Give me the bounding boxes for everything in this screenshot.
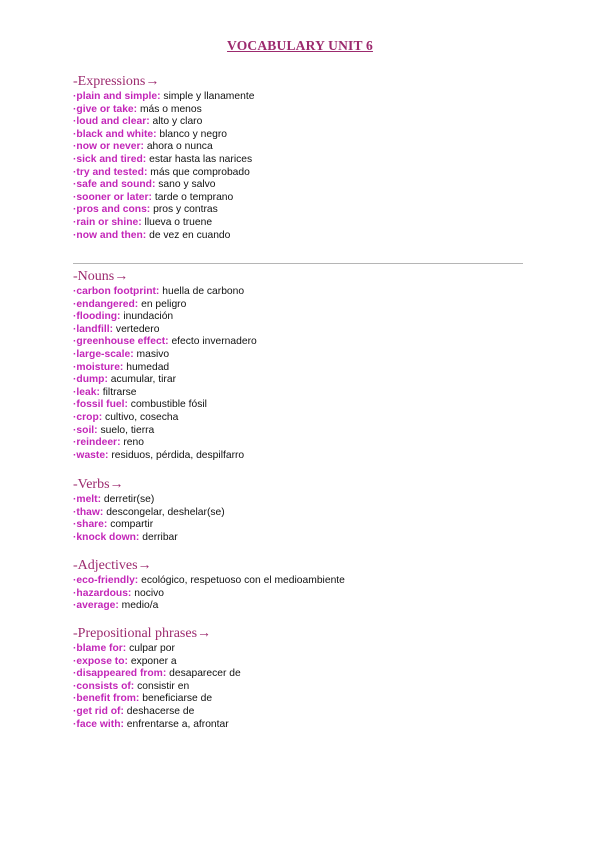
vocab-definition: suelo, tierra: [100, 424, 155, 436]
vocab-term: ·fossil fuel:: [73, 399, 128, 411]
vocab-definition: beneficiarse de: [142, 693, 213, 705]
vocab-term: ·dump:: [73, 374, 108, 386]
section-heading: -Expressions→: [73, 74, 160, 89]
vocab-definition: de vez en cuando: [149, 229, 231, 241]
vocab-entry: [73, 719, 533, 732]
vocab-term: ·safe and sound:: [73, 179, 156, 191]
vocab-term: ·flooding:: [73, 311, 121, 323]
page-title: VOCABULARY UNIT 6: [227, 38, 373, 53]
section-expressions: [73, 73, 533, 242]
vocab-term: ·reindeer:: [73, 437, 121, 449]
vocab-entry: [73, 507, 533, 520]
vocab-definition: huella de carbono: [162, 286, 245, 297]
vocab-term: ·leak:: [73, 386, 100, 398]
entry-list: [73, 643, 533, 731]
vocab-entry: [73, 311, 533, 324]
vocab-definition: blanco y negro: [159, 128, 227, 140]
vocab-definition: estar hasta las narices: [149, 153, 253, 165]
vocab-entry: [73, 412, 533, 425]
vocab-entry: [73, 349, 533, 362]
vocab-entry: [73, 399, 533, 412]
vocab-definition: pros y contras: [153, 204, 218, 216]
vocab-definition: acumular, tirar: [110, 374, 177, 386]
vocab-term: ·plain and simple:: [73, 91, 161, 102]
vocab-entry: [73, 230, 533, 243]
vocab-definition: ahora o nunca: [146, 141, 213, 153]
vocab-definition: enfrentarse a, afrontar: [126, 718, 229, 730]
vocab-definition: sano y salvo: [158, 179, 216, 191]
vocab-entry: [73, 494, 533, 507]
entry-list: [73, 494, 533, 544]
vocab-term: ·sick and tired:: [73, 153, 147, 165]
vocab-term: ·crop:: [73, 411, 103, 423]
vocab-definition: cultivo, cosecha: [105, 411, 179, 423]
vocab-entry: [73, 192, 533, 205]
vocab-definition: tarde o temprano: [154, 191, 234, 203]
vocab-definition: humedad: [126, 361, 170, 373]
vocab-definition: vertedero: [115, 323, 160, 335]
vocab-definition: derretir(se): [103, 494, 155, 505]
section-verbs: [73, 476, 533, 544]
vocab-definition: medio/a: [121, 600, 159, 612]
vocab-entry: [73, 532, 533, 545]
vocab-definition: reno: [123, 437, 144, 449]
vocab-term: ·black and white:: [73, 128, 157, 140]
vocab-entry: [73, 299, 533, 312]
vocab-term: ·now and then:: [73, 229, 147, 241]
vocab-entry: [73, 324, 533, 337]
vocab-definition: culpar por: [129, 643, 175, 654]
vocab-entry: [73, 286, 533, 299]
vocab-definition: compartir: [110, 519, 154, 531]
vocab-term: ·eco-friendly:: [73, 575, 139, 586]
vocab-term: ·soil:: [73, 424, 98, 436]
vocab-definition: consistir en: [137, 680, 190, 692]
vocab-definition: combustible fósil: [130, 399, 207, 411]
vocab-definition: inundación: [123, 311, 174, 323]
vocab-term: ·endangered:: [73, 298, 139, 310]
vocab-term: ·consists of:: [73, 680, 135, 692]
vocab-definition: masivo: [136, 348, 170, 360]
vocab-definition: deshacerse de: [126, 705, 195, 717]
vocab-entry: [73, 204, 533, 217]
vocab-term: ·average:: [73, 600, 119, 612]
vocab-entry: [73, 668, 533, 681]
vocab-term: ·pros and cons:: [73, 204, 151, 216]
vocab-term: ·hazardous:: [73, 587, 132, 599]
vocab-definition: alto y claro: [152, 116, 203, 128]
vocab-entry: [73, 336, 533, 349]
vocab-term: ·give or take:: [73, 103, 138, 115]
vocab-term: ·share:: [73, 519, 108, 531]
vocab-definition: filtrarse: [102, 386, 137, 398]
vocab-entry: [73, 706, 533, 719]
section-heading: -Prepositional phrases→: [73, 626, 212, 641]
vocab-term: ·rain or shine:: [73, 216, 142, 228]
section-heading: -Nouns→: [73, 269, 129, 284]
vocab-definition: exponer a: [130, 655, 177, 667]
vocab-entry: [73, 129, 533, 142]
vocab-term: ·thaw:: [73, 506, 104, 518]
vocab-definition: llueva o truene: [144, 216, 213, 228]
divider-line: [73, 263, 523, 264]
vocab-entry: [73, 179, 533, 192]
vocab-entry: [73, 104, 533, 117]
vocab-term: ·melt:: [73, 494, 102, 505]
vocab-definition: residuos, pérdida, despilfarro: [111, 449, 245, 461]
vocab-definition: nocivo: [134, 587, 164, 599]
vocab-term: ·greenhouse effect:: [73, 336, 169, 348]
vocab-definition: ecológico, respetuoso con el medioambiente: [141, 575, 345, 586]
section-heading: -Verbs→: [73, 477, 124, 492]
vocab-entry: [73, 425, 533, 438]
vocab-term: ·face with:: [73, 718, 124, 730]
vocab-entry: [73, 643, 533, 656]
section-prepositional-phrases: [73, 625, 533, 731]
vocab-term: ·landfill:: [73, 323, 114, 335]
vocab-entry: [73, 141, 533, 154]
vocab-entry: [73, 387, 533, 400]
section-nouns: [73, 268, 533, 462]
vocab-term: ·moisture:: [73, 361, 124, 373]
vocab-entry: [73, 374, 533, 387]
vocab-term: ·knock down:: [73, 531, 140, 543]
section-adjectives: [73, 557, 533, 613]
vocab-entry: [73, 154, 533, 167]
vocab-entry: [73, 362, 533, 375]
vocab-entry: [73, 450, 533, 463]
vocab-term: ·now or never:: [73, 141, 144, 153]
vocab-entry: [73, 519, 533, 532]
vocab-term: ·large-scale:: [73, 348, 134, 360]
vocab-entry: [73, 217, 533, 230]
vocab-term: ·waste:: [73, 449, 109, 461]
vocab-term: ·blame for:: [73, 643, 127, 654]
section-heading: -Adjectives→: [73, 558, 152, 573]
vocab-term: ·carbon footprint:: [73, 286, 160, 297]
vocab-definition: desaparecer de: [169, 668, 241, 680]
vocab-definition: derribar: [142, 531, 178, 543]
vocab-entry: [73, 91, 533, 104]
vocab-entry: [73, 656, 533, 669]
vocab-entry: [73, 588, 533, 601]
vocab-entry: [73, 437, 533, 450]
vocab-term: ·try and tested:: [73, 166, 148, 178]
vocab-definition: simple y llanamente: [163, 91, 255, 102]
vocab-definition: efecto invernadero: [171, 336, 257, 348]
vocab-term: ·get rid of:: [73, 705, 124, 717]
vocab-term: ·disappeared from:: [73, 668, 167, 680]
vocab-entry: [73, 116, 533, 129]
entry-list: [73, 575, 533, 613]
vocab-definition: en peligro: [141, 298, 187, 310]
vocab-term: ·sooner or later:: [73, 191, 152, 203]
vocab-definition: descongelar, deshelar(se): [106, 506, 225, 518]
vocab-entry: [73, 575, 533, 588]
vocab-entry: [73, 167, 533, 180]
vocab-entry: [73, 600, 533, 613]
vocab-term: ·loud and clear:: [73, 116, 150, 128]
vocab-entry: [73, 693, 533, 706]
entry-list: [73, 286, 533, 462]
vocab-entry: [73, 681, 533, 694]
vocab-definition: más que comprobado: [150, 166, 250, 178]
vocab-term: ·benefit from:: [73, 693, 140, 705]
vocab-term: ·expose to:: [73, 655, 128, 667]
vocab-definition: más o menos: [139, 103, 202, 115]
entry-list: [73, 91, 533, 242]
